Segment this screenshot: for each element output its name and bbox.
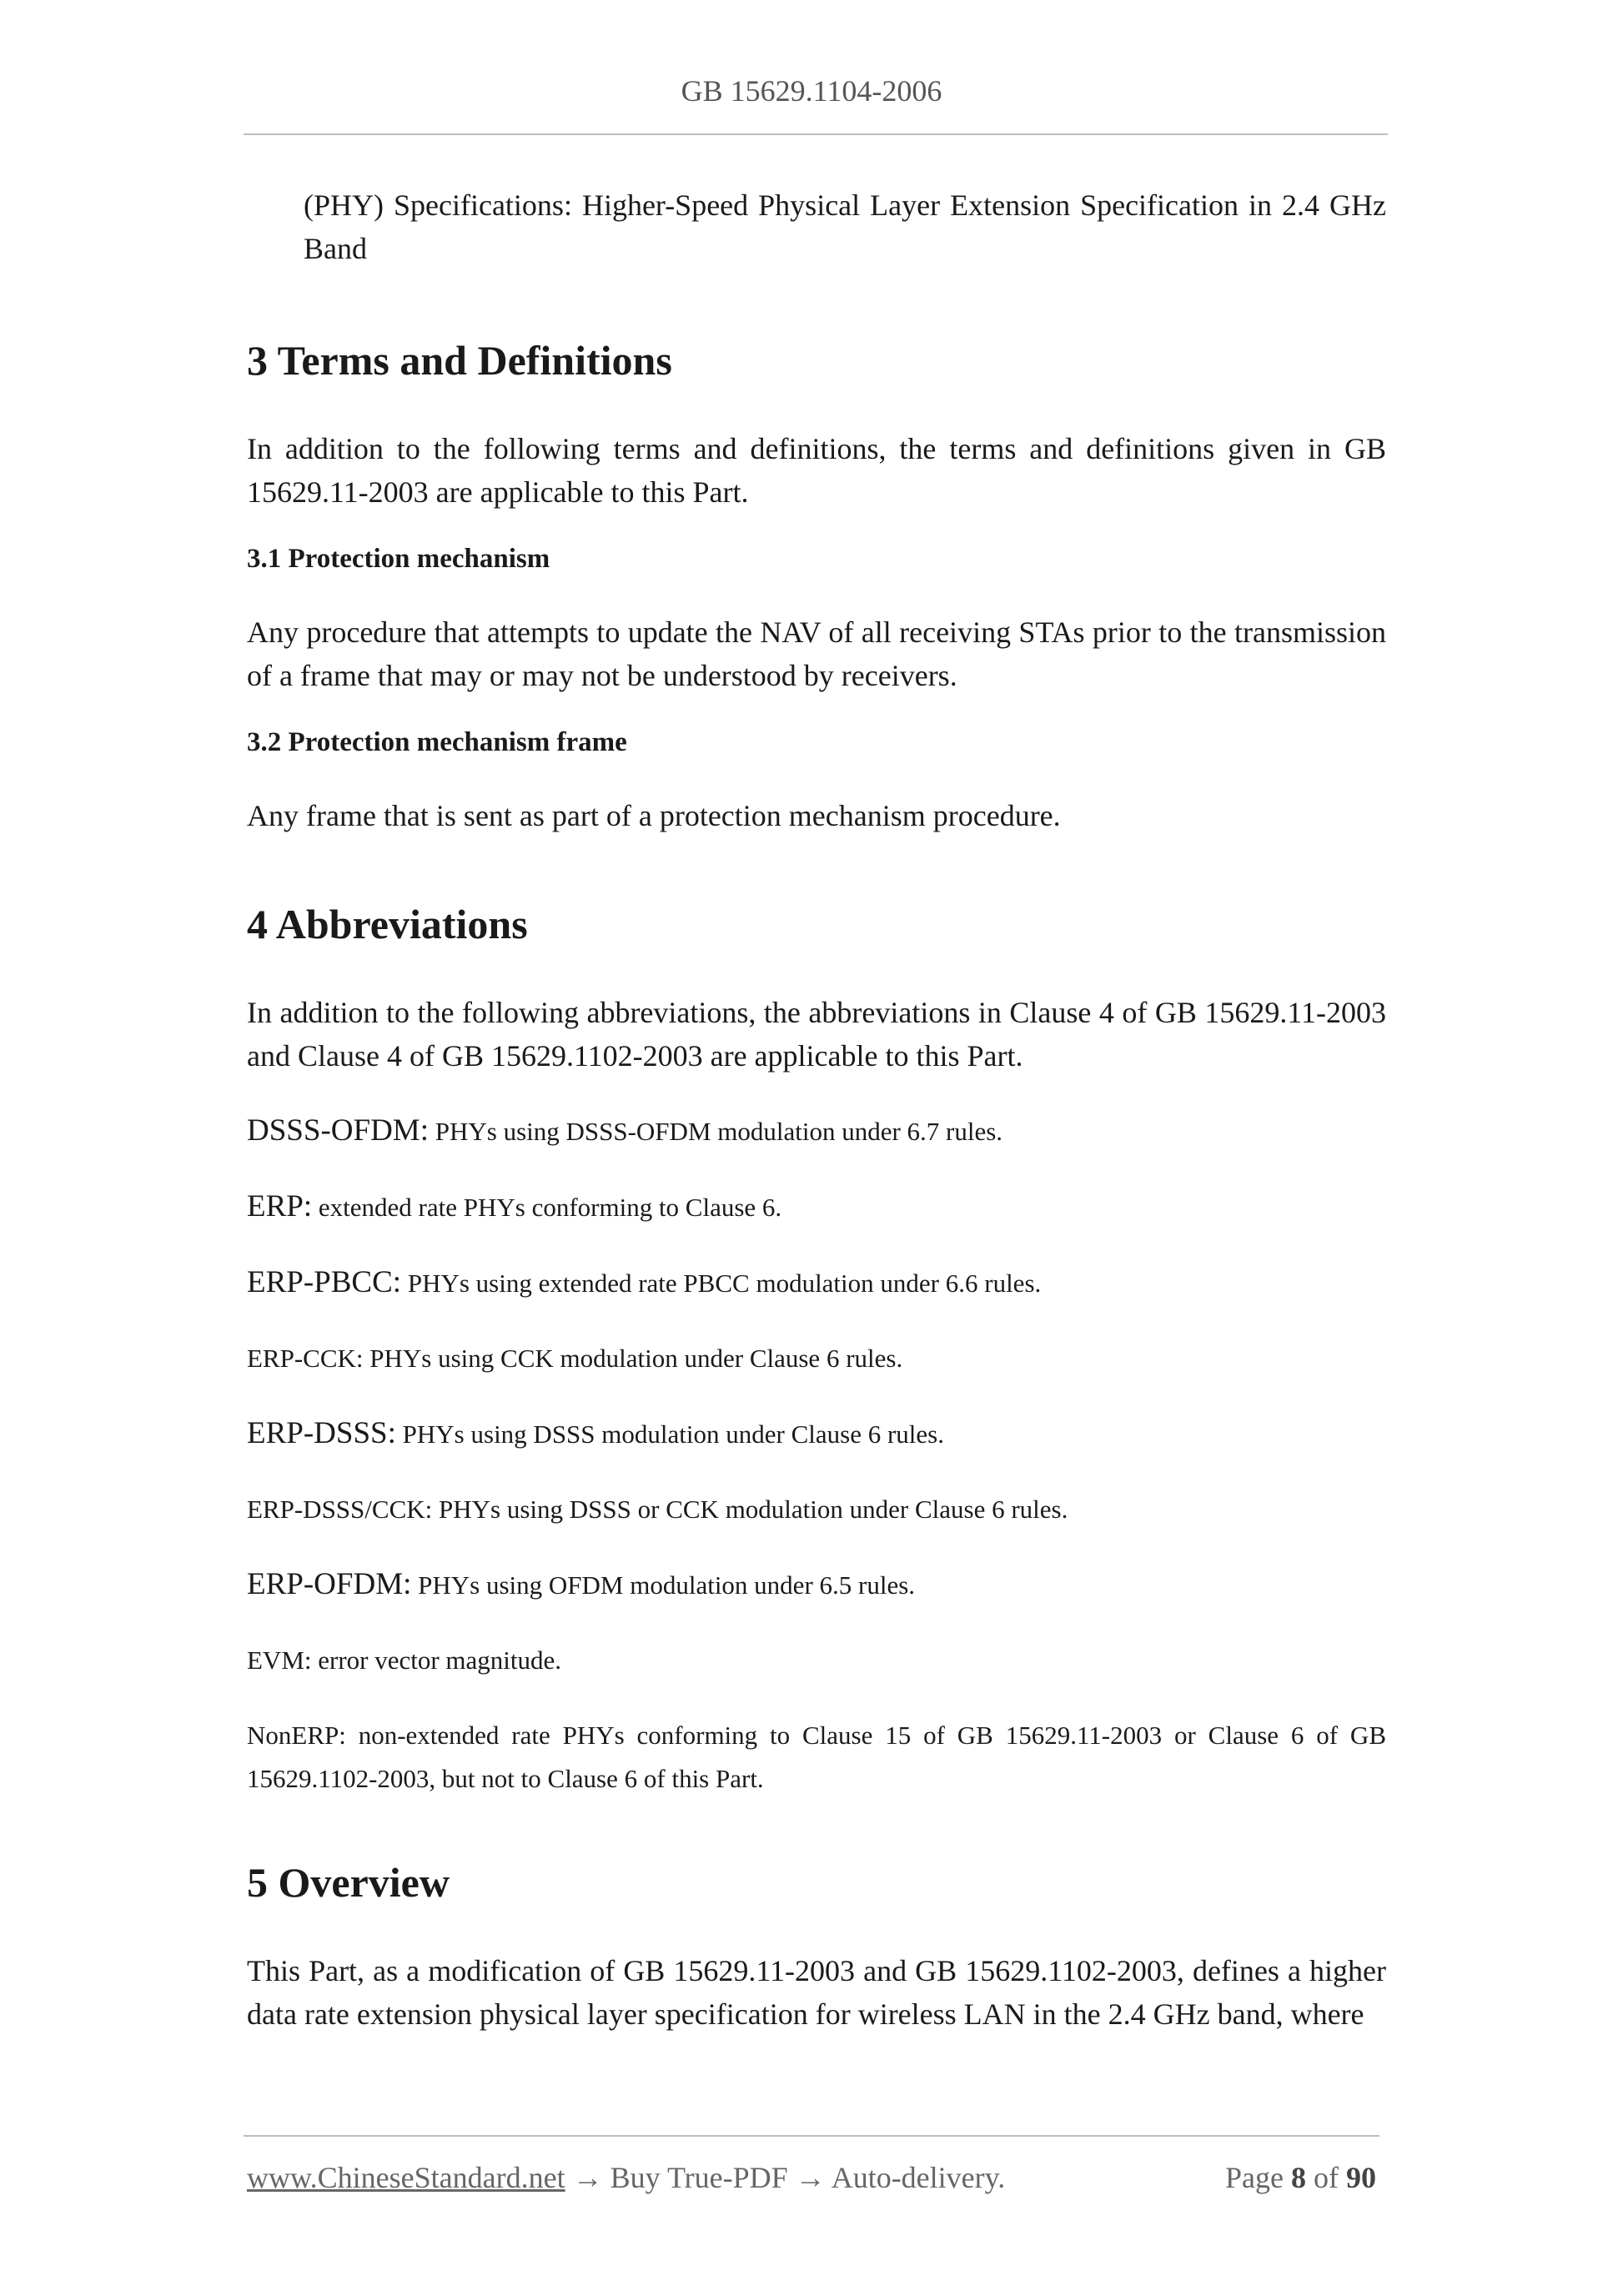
section-3-heading: 3 Terms and Definitions	[247, 337, 672, 384]
abbreviation-item	[247, 1412, 1386, 1456]
abbreviation-definition: non-extended rate PHYs conforming to Clause 15 of GB 15629.11-2003 or Clause 6 of GB 15629.1102-2003, but not to Clause 6 of this Part.	[247, 1721, 1386, 1793]
abbreviation-item	[247, 1185, 1386, 1229]
section-4-heading: 4 Abbreviations	[247, 901, 528, 947]
abbreviation-term: ERP-DSSS/CCK:	[247, 1495, 433, 1524]
abbreviation-item	[247, 1261, 1386, 1305]
abbreviation-item	[247, 1714, 1386, 1801]
subsection-3-2-text: Any frame that is sent as part of a protection mechanism procedure.	[247, 799, 1061, 832]
continuation-paragraph: (PHY) Specifications: Higher-Speed Physical Layer Extension Specification in 2.4 GHz Band	[304, 188, 1386, 265]
subsection-3-2-heading: 3.2 Protection mechanism frame	[247, 727, 627, 757]
abbreviation-definition: PHYs using CCK modulation under Clause 6 rules.	[363, 1344, 903, 1373]
abbreviation-item	[247, 1563, 1386, 1607]
abbreviation-item	[247, 1488, 1386, 1531]
abbreviation-term: ERP-DSSS:	[247, 1416, 396, 1450]
page-content	[247, 183, 1386, 2036]
page-indicator	[1225, 2160, 1376, 2195]
abbreviation-definition: PHYs using extended rate PBCC modulation under 6.6 rules.	[401, 1269, 1042, 1298]
section-5-heading: 5 Overview	[247, 1859, 450, 1906]
page-label: Page	[1225, 2161, 1284, 2194]
abbreviation-definition: PHYs using DSSS modulation under Clause 6 rules.	[395, 1419, 944, 1449]
section-5-text: This Part, as a modification of GB 15629.11-2003 and GB 15629.1102-2003, defines a higher data rate extension physical layer specification for wireless LAN in the 2.4 GHz band, where	[247, 1954, 1386, 2031]
subsection-3-1-heading: 3.1 Protection mechanism	[247, 544, 550, 574]
abbreviation-item	[247, 1337, 1386, 1380]
abbreviation-definition: error vector magnitude.	[311, 1645, 562, 1675]
of-label: of	[1314, 2161, 1339, 2194]
abbreviation-term: DSSS-OFDM:	[247, 1113, 429, 1148]
abbreviation-definition: extended rate PHYs conforming to Clause 6.	[312, 1193, 782, 1222]
abbreviation-term: EVM:	[247, 1645, 312, 1675]
section-3-intro: In addition to the following terms and definitions, the terms and definitions given in GB 15629.11-2003 are applicable to this Part.	[247, 432, 1386, 509]
abbreviation-term: ERP-PBCC:	[247, 1265, 402, 1299]
subsection-3-1-text: Any procedure that attempts to update the NAV of all receiving STAs prior to the transmission of a frame that may or may not be understood by receivers.	[247, 615, 1386, 692]
abbreviation-term: NonERP:	[247, 1721, 346, 1750]
page-number: 8	[1291, 2161, 1306, 2194]
abbreviation-definition: PHYs using OFDM modulation under 6.5 rules.	[411, 1570, 916, 1600]
abbreviation-term: ERP-CCK:	[247, 1344, 364, 1373]
abbreviation-term: ERP-OFDM:	[247, 1567, 412, 1601]
abbreviation-item	[247, 1639, 1386, 1682]
footer-promo-text: → Buy True-PDF → Auto-delivery.	[565, 2161, 1006, 2194]
abbreviation-definition: PHYs using DSSS-OFDM modulation under 6.7 rules.	[428, 1117, 1003, 1146]
header-divider	[244, 133, 1388, 135]
abbreviation-term: ERP:	[247, 1189, 313, 1223]
total-pages: 90	[1346, 2161, 1376, 2194]
abbreviation-definition: PHYs using DSSS or CCK modulation under Clause 6 rules.	[432, 1495, 1068, 1524]
footer-divider	[244, 2135, 1379, 2137]
running-header: GB 15629.1104-2006	[681, 74, 942, 108]
website-link[interactable]: www.ChineseStandard.net	[247, 2161, 565, 2194]
abbreviation-item	[247, 1109, 1386, 1153]
section-4-intro: In addition to the following abbreviations, the abbreviations in Clause 4 of GB 15629.11-2003 and Clause 4 of GB 15629.1102-2003 are applicable to this Part.	[247, 996, 1386, 1073]
footer-promo	[247, 2160, 1005, 2195]
